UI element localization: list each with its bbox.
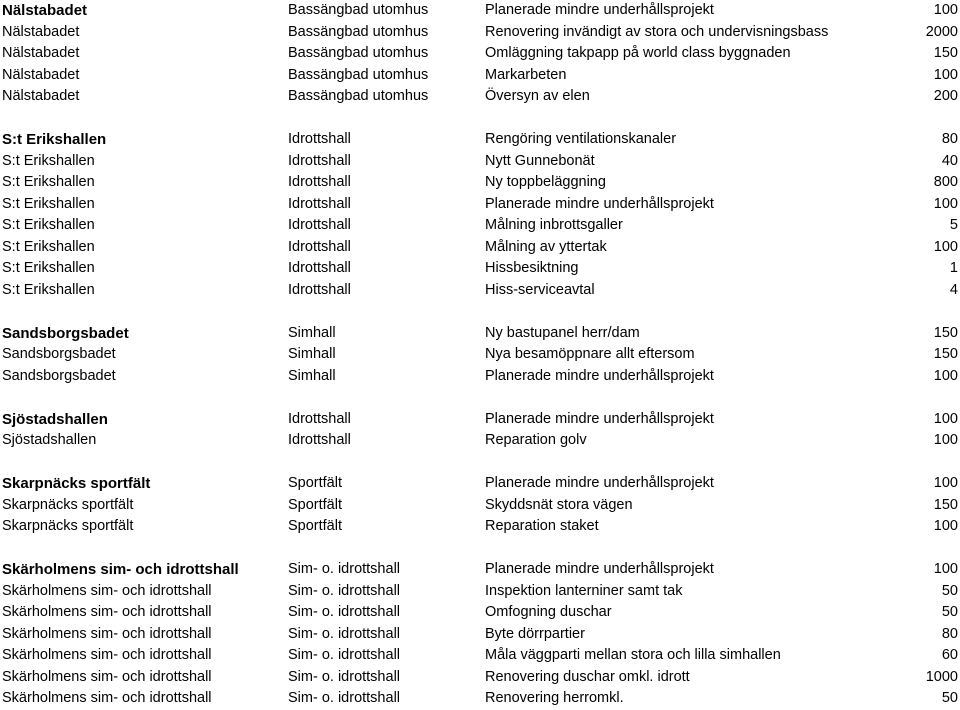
facility-type: Sim- o. idrottshall [288, 690, 401, 706]
facility-name: Skärholmens sim- och idrottshall [2, 561, 239, 578]
facility-name: S:t Erikshallen [2, 174, 95, 190]
project-amount: 4 [949, 281, 958, 298]
project-amount: 100 [933, 367, 958, 384]
project-description: Nytt Gunnebonät [485, 152, 595, 169]
group-spacer [0, 538, 960, 560]
facility-name: Nälstabadet [2, 23, 80, 40]
table-row [0, 409, 960, 431]
facility-type: Sportfält [288, 518, 342, 534]
facility-type: Sim- o. idrottshall [288, 604, 401, 620]
facility-name: Sandsborgsbadet [2, 346, 116, 362]
table-row [0, 602, 960, 624]
facility-name: Nälstabadet [2, 2, 88, 19]
facility-type: Sim- o. idrottshall [288, 668, 401, 685]
project-amount: 800 [933, 174, 958, 190]
project-description: Planerade mindre underhållsprojekt [485, 561, 714, 577]
facility-type: Bassängbad utomhus [288, 88, 429, 104]
project-amount: 1000 [925, 668, 958, 685]
facility-name: Skärholmens sim- och idrottshall [2, 647, 212, 663]
facility-name: S:t Erikshallen [2, 217, 95, 233]
project-amount: 2000 [925, 23, 958, 40]
table-row [0, 237, 960, 259]
project-description: Hiss-serviceavtal [485, 281, 595, 298]
table-row [0, 645, 960, 667]
project-amount: 50 [941, 604, 958, 620]
project-description: Reparation golv [485, 432, 587, 448]
facility-name: Skarpnäcks sportfält [2, 518, 134, 534]
table-row [0, 495, 960, 517]
facility-type: Bassängbad utomhus [288, 66, 429, 83]
facility-name: Nälstabadet [2, 66, 80, 83]
project-description: Markarbeten [485, 66, 567, 83]
table-row [0, 624, 960, 646]
facility-name: Sjöstadshallen [2, 410, 108, 428]
table-row [0, 344, 960, 366]
project-description: Målning inbrottsgaller [485, 217, 623, 233]
facility-type: Bassängbad utomhus [288, 45, 429, 61]
project-description: Omläggning takpapp på world class byggnaden [485, 45, 791, 61]
table-row [0, 581, 960, 603]
project-description: Nya besamöppnare allt eftersom [485, 346, 695, 362]
project-amount: 1 [949, 260, 958, 276]
project-description: Rengöring ventilationskanaler [485, 131, 677, 147]
project-description: Planerade mindre underhållsprojekt [485, 410, 714, 427]
project-amount: 50 [941, 690, 958, 706]
facility-type: Sim- o. idrottshall [288, 582, 401, 599]
group-spacer [0, 452, 960, 474]
project-description: Planerade mindre underhållsprojekt [485, 367, 714, 384]
project-amount: 100 [933, 66, 958, 83]
facility-name: Skarpnäcks sportfält [2, 475, 151, 492]
facility-name: Skärholmens sim- och idrottshall [2, 582, 212, 599]
facility-type: Idrottshall [288, 410, 351, 427]
project-description: Målning av yttertak [485, 238, 607, 255]
facility-name: S:t Erikshallen [2, 131, 107, 148]
table-row [0, 516, 960, 538]
facility-name: S:t Erikshallen [2, 195, 95, 212]
project-description: Omfogning duschar [485, 604, 612, 620]
facility-type: Idrottshall [288, 260, 351, 276]
table-row [0, 473, 960, 495]
table-row [0, 366, 960, 388]
facility-name: S:t Erikshallen [2, 260, 95, 276]
facility-type: Idrottshall [288, 238, 351, 255]
project-description: Måla väggparti mellan stora och lilla simhallen [485, 647, 781, 663]
project-description: Byte dörrpartier [485, 625, 585, 642]
facility-name: Sjöstadshallen [2, 432, 97, 448]
project-description: Planerade mindre underhållsprojekt [485, 2, 714, 18]
project-description: Inspektion lanterniner samt tak [485, 582, 683, 599]
table-row [0, 194, 960, 216]
facility-type: Idrottshall [288, 152, 351, 169]
project-amount: 100 [933, 432, 958, 448]
facility-type: Idrottshall [288, 195, 351, 212]
project-amount: 150 [933, 496, 958, 513]
project-amount: 80 [941, 131, 958, 147]
facility-type: Bassängbad utomhus [288, 23, 429, 40]
facility-type: Sportfält [288, 475, 342, 491]
project-amount: 100 [933, 561, 958, 577]
facility-type: Idrottshall [288, 217, 351, 233]
table-row [0, 258, 960, 280]
project-description: Renovering duschar omkl. idrott [485, 668, 690, 685]
table-row [0, 215, 960, 237]
project-amount: 5 [949, 217, 958, 233]
table-row [0, 151, 960, 173]
project-amount: 150 [933, 45, 958, 61]
facility-type: Idrottshall [288, 174, 351, 190]
project-description: Översyn av elen [485, 88, 590, 104]
facility-name: S:t Erikshallen [2, 152, 95, 169]
project-description: Skyddsnät stora vägen [485, 496, 633, 513]
table-row [0, 280, 960, 302]
table-row [0, 0, 960, 22]
facility-name: Skärholmens sim- och idrottshall [2, 625, 212, 642]
table-row [0, 172, 960, 194]
group-spacer [0, 108, 960, 130]
facility-name: Sandsborgsbadet [2, 324, 129, 342]
table-row [0, 129, 960, 151]
project-amount: 100 [933, 195, 958, 212]
facility-type: Bassängbad utomhus [288, 2, 429, 18]
project-amount: 150 [933, 346, 958, 362]
project-amount: 200 [933, 88, 958, 104]
facility-type: Simhall [288, 367, 336, 384]
facility-type: Simhall [288, 324, 336, 341]
project-description: Reparation staket [485, 518, 599, 534]
project-amount: 100 [933, 410, 958, 427]
table-row [0, 323, 960, 345]
project-description: Ny toppbeläggning [485, 174, 606, 190]
facility-type: Simhall [288, 346, 336, 362]
project-amount: 40 [941, 152, 958, 169]
project-description: Ny bastupanel herr/dam [485, 324, 640, 341]
facility-name: S:t Erikshallen [2, 238, 95, 255]
facility-name: Nälstabadet [2, 45, 80, 61]
table-row [0, 430, 960, 452]
facility-type: Idrottshall [288, 131, 351, 147]
project-description: Planerade mindre underhållsprojekt [485, 195, 714, 212]
facility-name: Nälstabadet [2, 88, 80, 104]
facility-type: Idrottshall [288, 432, 351, 448]
facility-type: Idrottshall [288, 281, 351, 298]
table-row [0, 22, 960, 44]
facility-name: S:t Erikshallen [2, 281, 95, 298]
facility-type: Sim- o. idrottshall [288, 647, 401, 663]
table-row [0, 86, 960, 108]
table-row [0, 559, 960, 581]
project-amount: 100 [933, 2, 958, 18]
project-description: Hissbesiktning [485, 260, 579, 276]
project-amount: 100 [933, 238, 958, 255]
table-row [0, 65, 960, 87]
facility-name: Skärholmens sim- och idrottshall [2, 690, 212, 706]
project-amount: 80 [941, 625, 958, 642]
facility-type: Sportfält [288, 496, 342, 513]
project-amount: 50 [941, 582, 958, 599]
project-amount: 60 [941, 647, 958, 663]
project-amount: 150 [933, 324, 958, 341]
project-description: Renovering invändigt av stora och undervisningsbass [485, 23, 829, 40]
facility-name: Skärholmens sim- och idrottshall [2, 604, 212, 620]
table-row [0, 667, 960, 689]
project-description: Renovering herromkl. [485, 690, 624, 706]
project-description: Planerade mindre underhållsprojekt [485, 475, 714, 491]
group-spacer [0, 387, 960, 409]
project-amount: 100 [933, 475, 958, 491]
facility-name: Skarpnäcks sportfält [2, 496, 134, 513]
facility-name: Skärholmens sim- och idrottshall [2, 668, 212, 685]
group-spacer [0, 301, 960, 323]
facility-type: Sim- o. idrottshall [288, 561, 401, 577]
table-row [0, 43, 960, 65]
facility-type: Sim- o. idrottshall [288, 625, 401, 642]
facility-name: Sandsborgsbadet [2, 367, 116, 384]
table-row [0, 688, 960, 710]
project-amount: 100 [933, 518, 958, 534]
